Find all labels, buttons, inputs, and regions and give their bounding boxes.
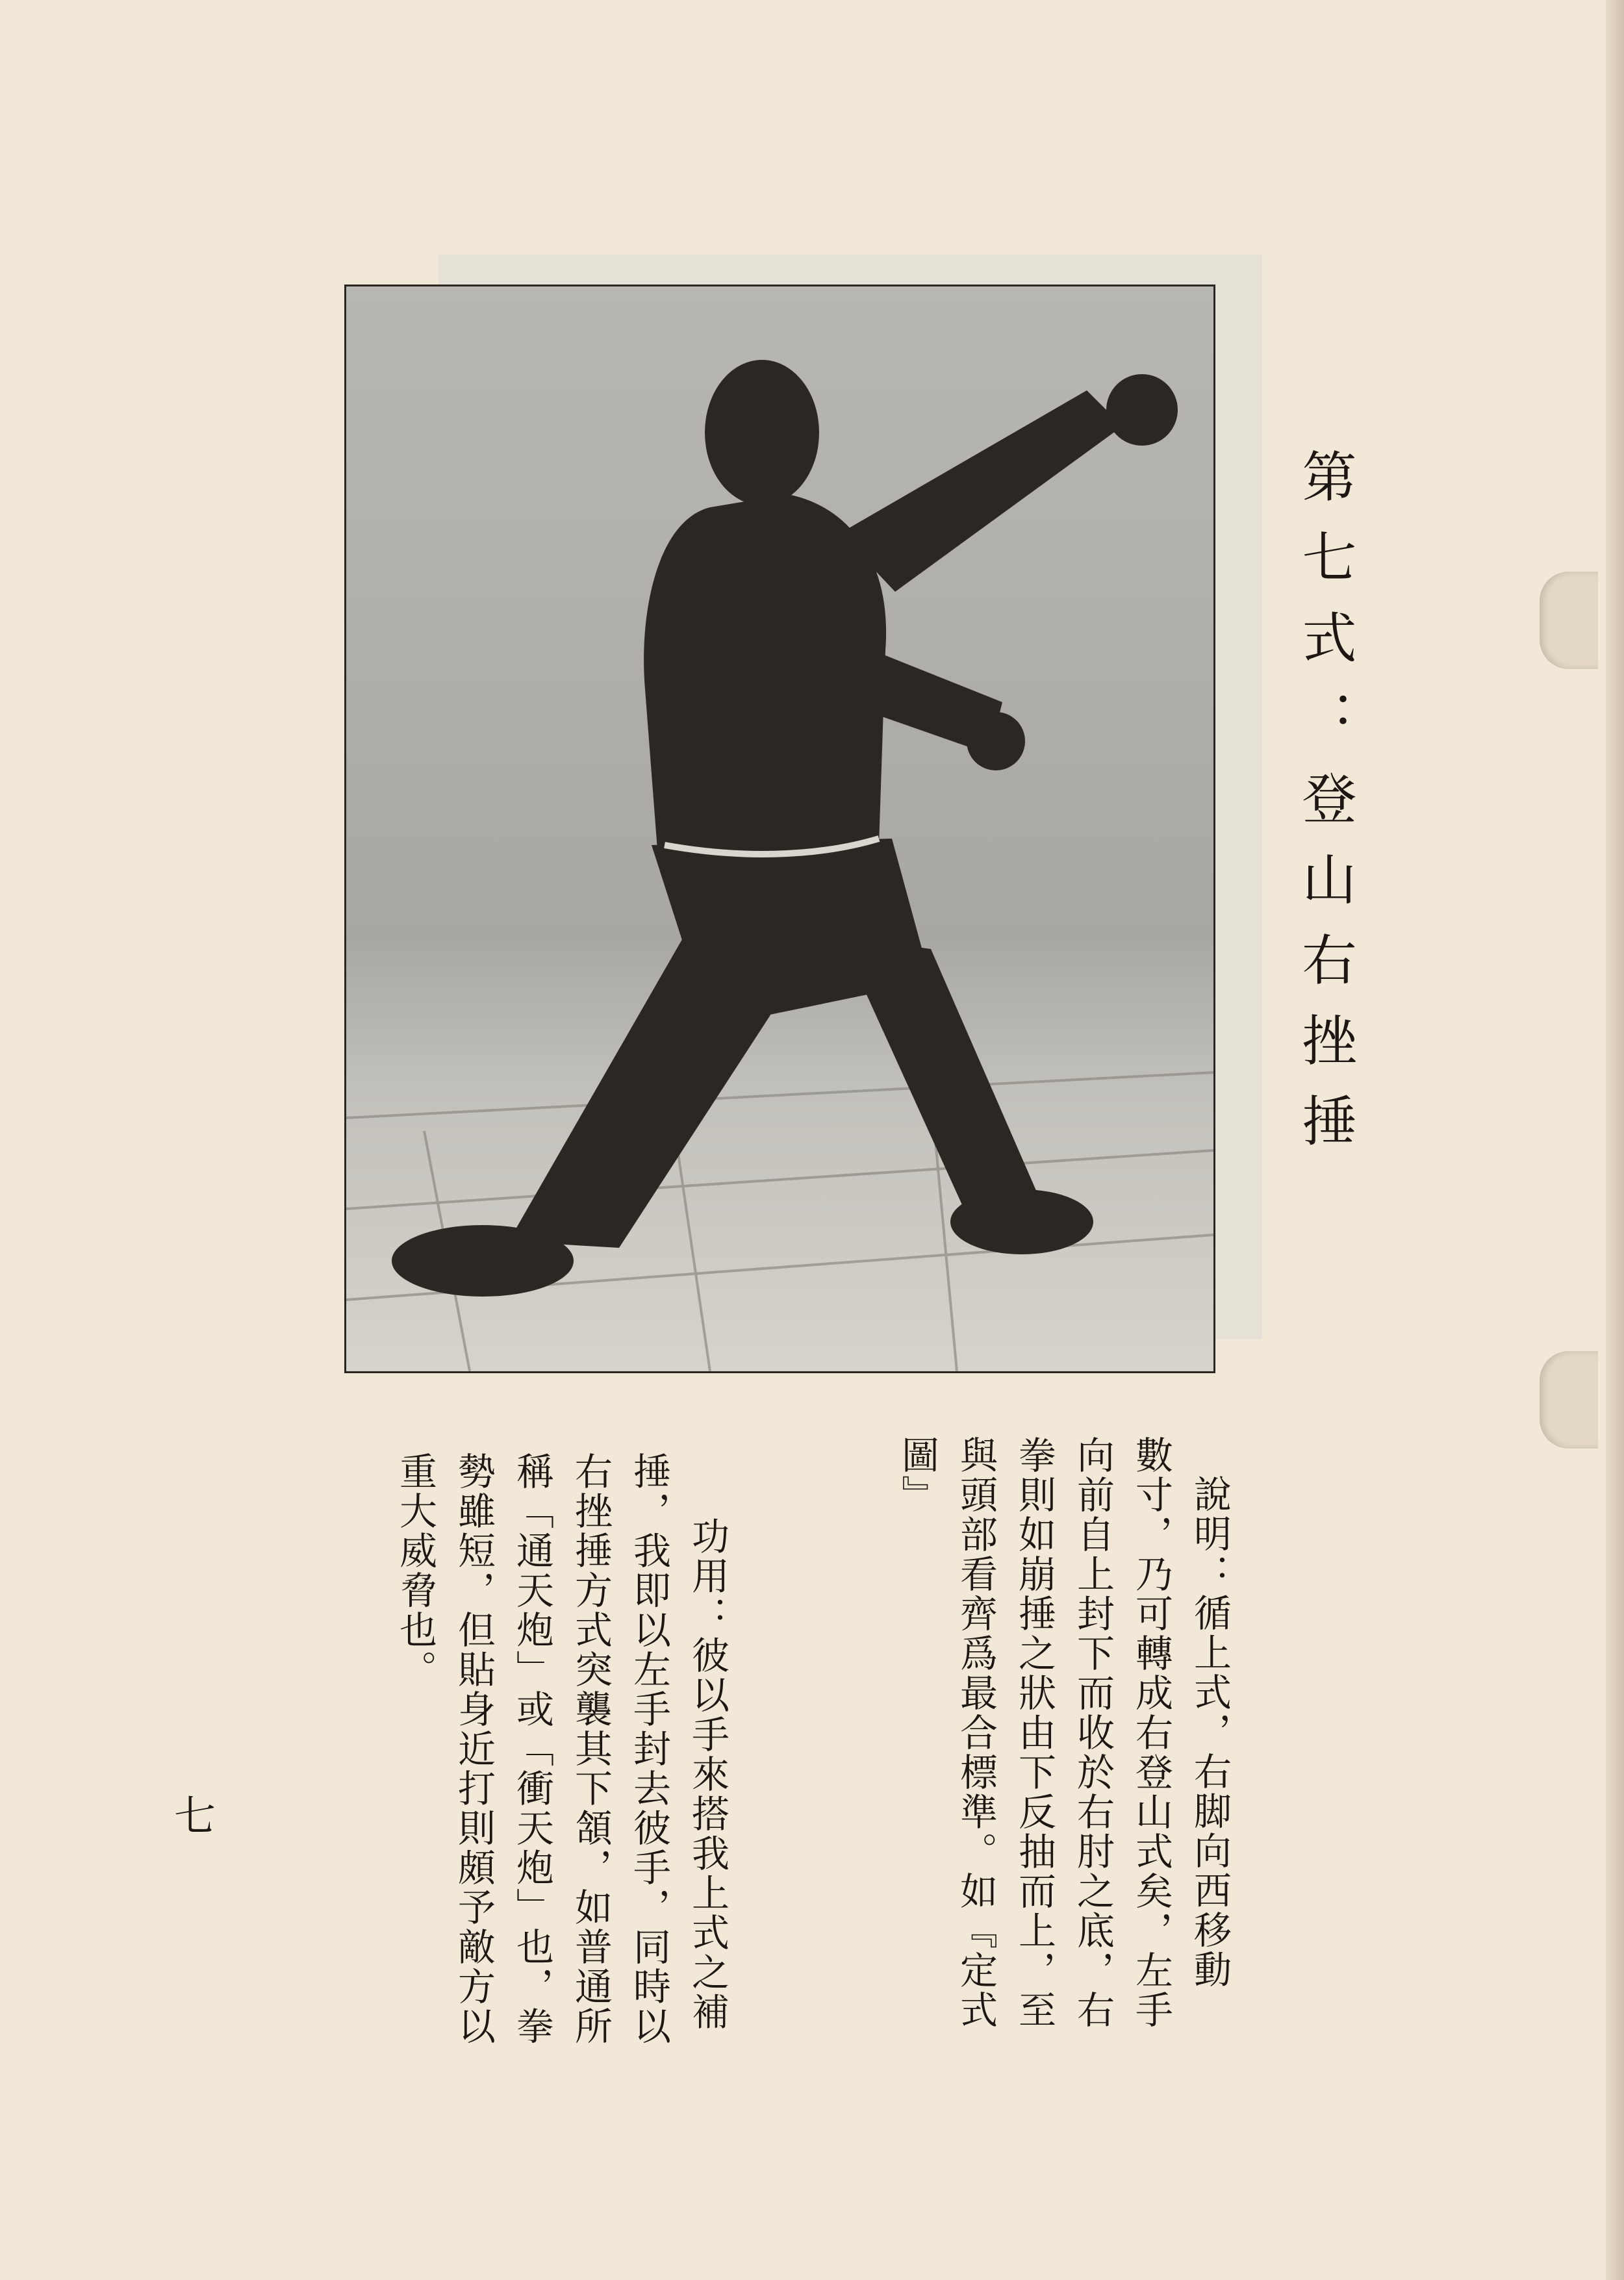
explanation-col-1: 說明：循上式，右脚向西移動 [1187,1475,1232,1990]
explanation-col-4: 拳則如崩捶之狀由下反抽而上，至 [1012,1436,1056,2030]
binding-notch-bottom [1540,1351,1598,1449]
page-edge [1606,0,1624,2280]
explanation-col-2: 數寸，乃可轉成右登山式矣，左手 [1129,1436,1173,2030]
function-col-5: 勢雖短，但貼身近打則頗予敵方以 [451,1452,496,2046]
function-col-2: 捶，我即以左手封去彼手，同時以 [627,1452,671,2046]
explanation-col-5: 與頭部看齊爲最合標準。如『定式 [954,1436,998,2030]
posture-title: 第七式：登山右挫捶 [1293,448,1357,1173]
binding-notch-top [1540,572,1598,669]
function-col-1: 功用：彼以手來搭我上式之補 [685,1517,730,2032]
martial-artist-figure-icon [346,286,1213,1371]
page-number: 七 [174,1793,216,1841]
stance-photo [344,285,1215,1373]
function-col-4: 稱「通天炮」或「衝天炮」也，拳 [510,1452,554,2046]
explanation-col-6: 圖』 [895,1436,939,1515]
function-col-6: 重大威脅也。 [393,1452,437,1690]
explanation-col-3: 向前自上封下而收於右肘之底，右 [1071,1436,1115,2030]
function-col-3: 右挫捶方式突襲其下頷，如普通所 [568,1452,613,2046]
